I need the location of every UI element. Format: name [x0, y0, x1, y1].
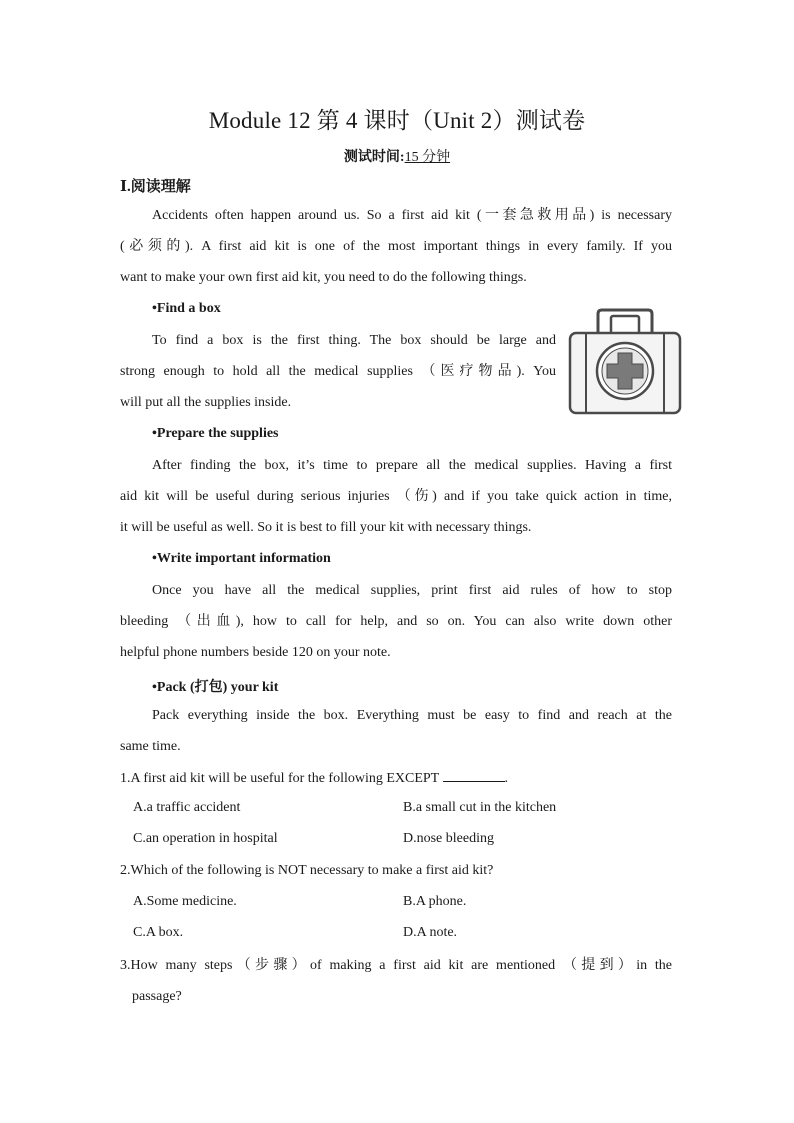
pack-kit-paragraph	[120, 700, 672, 762]
test-time	[0, 146, 794, 166]
prepare-supplies-paragraph	[120, 450, 672, 544]
option-2b: B.A phone.	[403, 894, 467, 909]
option-2c: C.A box.	[133, 925, 184, 940]
option-1b: B.a small cut in the kitchen	[403, 800, 557, 815]
question-stem: 1.A first aid kit will be useful for the following EXCEPT	[120, 771, 439, 786]
paragraph-line: Once you have all the medical supplies, print first aid rules of how to stop	[152, 583, 672, 598]
question-1	[120, 769, 508, 787]
option-1a: A.a traffic accident	[133, 800, 241, 815]
question-3	[120, 950, 672, 1012]
option-2d: D.A note.	[403, 925, 458, 940]
paragraph-line: it will be useful as well. So it is best to fill your kit with necessary things.	[120, 520, 532, 536]
heading-pack-kit: •Pack (打包) your kit	[152, 680, 279, 695]
option-2a: A.Some medicine.	[133, 894, 237, 909]
heading-find-box: •Find a box	[152, 301, 221, 316]
question-line: 3.How many steps（步骤）of making a first aid kit are mentioned （提到）in the	[120, 958, 672, 973]
paragraph-line: helpful phone numbers beside 120 on your note.	[120, 645, 391, 661]
answer-blank[interactable]	[443, 769, 505, 782]
question-line: passage?	[132, 989, 182, 1005]
question-2: 2.Which of the following is NOT necessary to make a first aid kit?	[120, 863, 494, 878]
paragraph-line: (必须的). A first aid kit is one of the most important things in every family. If you	[120, 239, 672, 255]
paragraph-line: strong enough to hold all the medical supplies （医疗物品). You	[120, 364, 556, 380]
option-1c: C.an operation in hospital	[133, 831, 278, 846]
page-title: Module 12 第 4 课时（Unit 2）测试卷	[208, 108, 586, 133]
paragraph-line: After finding the box, it’s time to prepare all the medical supplies. Having a first	[152, 458, 672, 473]
heading-write-information: •Write important information	[152, 551, 331, 566]
heading-prepare-supplies: •Prepare the supplies	[152, 426, 279, 441]
question-stem-end: .	[504, 771, 508, 786]
paragraph-line: same time.	[120, 739, 181, 755]
paragraph-line: Pack everything inside the box. Everything must be easy to find and reach at the	[152, 708, 672, 723]
first-aid-kit-icon	[568, 308, 682, 416]
paragraph-line: To find a box is the first thing. The box should be large and	[152, 333, 556, 348]
intro-paragraph	[120, 200, 672, 294]
paragraph-line: bleeding （出血), how to call for help, and so on. You can also write down other	[120, 614, 672, 630]
test-time-value: 15 分钟	[404, 150, 451, 165]
paragraph-line: aid kit will be useful during serious injuries （伤) and if you take quick action in time,	[120, 489, 672, 505]
find-box-paragraph	[120, 325, 556, 419]
paragraph-line: will put all the supplies inside.	[120, 395, 292, 411]
paragraph-line: Accidents often happen around us. So a first aid kit (一套急救用品) is necessary	[152, 208, 672, 223]
test-time-label: 测试时间:	[343, 150, 405, 165]
section-heading: Ⅰ.阅读理解	[120, 179, 191, 195]
write-information-paragraph	[120, 575, 672, 669]
paragraph-line: want to make your own first aid kit, you need to do the following things.	[120, 270, 527, 286]
option-1d: D.nose bleeding	[403, 831, 494, 846]
